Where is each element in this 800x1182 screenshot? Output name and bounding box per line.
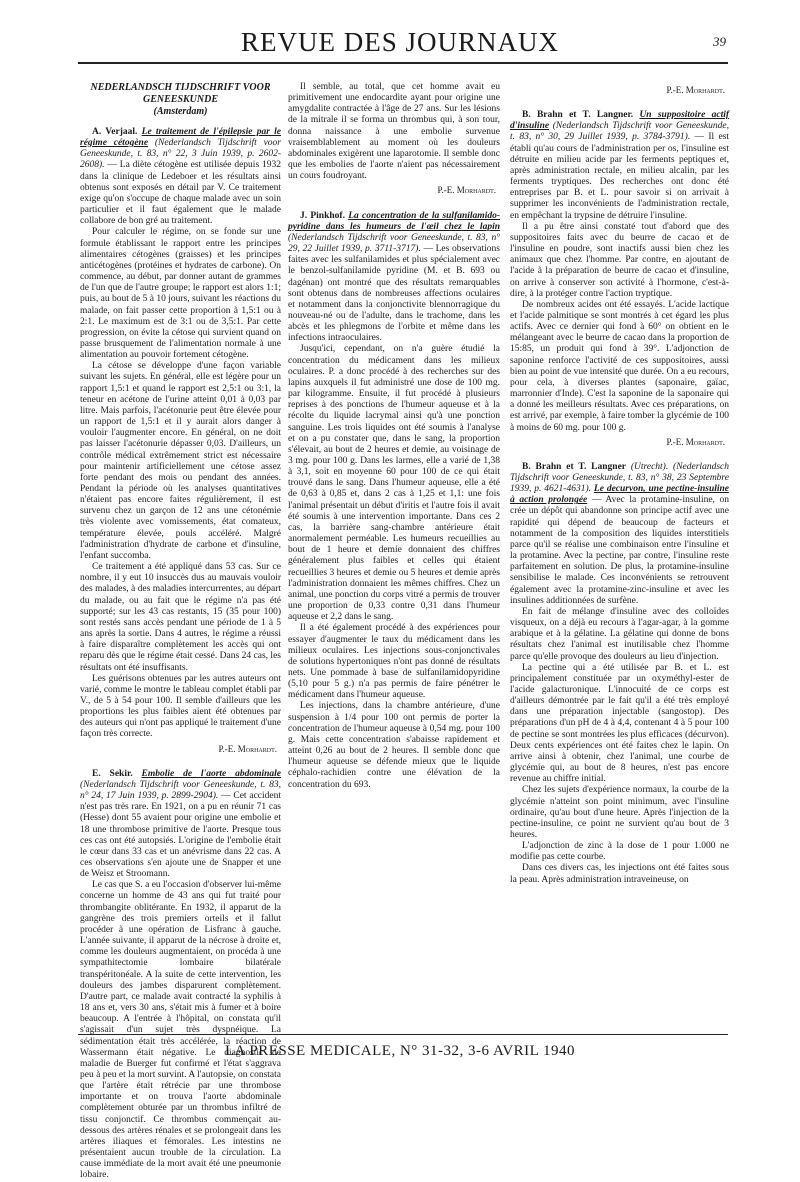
article-1-para-4: Ce traitement a été appliqué dans 53 cas. Sur ce nombre, il y eut 10 insuccès dus au mauvais vouloir des malades, à des maladies intercurrentes, au départ du malade, ou au fait que le régime n'a pas été supporté; sur les 43 cas restants, 15 (35 pour 100) sont restés sans accès pendant une période de 1 à 5 ans après la sortie. Dans 4 autres, le régime a réussi à faire disparaître complètement les accès qui ont reparu dès que le régime était cessé. Dans 24 cas, les résultats ont été insuffisants. (80, 562, 281, 673)
article-3-para-4: Les injections, dans la chambre antérieure, d'une suspension à 1/4 pour 100 ont permis de porter la concentration de l'humeur aqueuse à 0,54 mg. pour 100 g. Mais cette concentration s'abaisse rapidement et atteint 0,26 au bout de 2 heures. Il semble donc que l'humeur aqueuse se défende mieux que le liquide céphalo-rachidien contre une élévation de la concentration du 693. (288, 701, 500, 790)
article-3-para-3: Il a été également procédé à des expériences pour essayer d'augmenter le taux du médicament dans les milieux oculaires. Les injections sous-conjonctivales de solutions hypertoniques n'ont pas donné de résultats nets. Une pommade à base de sulfanilamidopyridine (5,10 pour 5 g.) n'a pas permis de faire pénétrer le médicament dans l'humeur aqueuse. (288, 623, 500, 701)
page-number: 39 (713, 34, 726, 49)
article-1-author: A. Verjaal. (92, 127, 138, 137)
column-2 (288, 82, 500, 1026)
header-rule (78, 62, 728, 64)
article-1-para-5: Les guérisons obtenues par les autres auteurs ont varié, comme le montre le tableau complet établi par V., de 5 à 54 pour 100. Il semble d'ailleurs que les proportions les plus faibles aient été obtenues par des auteurs qui n'ont pas appliqué le traitement d'une façon très correcte. (80, 673, 281, 740)
column-1 (80, 82, 282, 1181)
article-2-para-3: Il semble, au total, que cet homme avait eu primitivement une endocardite ayant pour origine une amygdalite contractée à l'âge de 27 ans. Sur les lésions de la mitrale il se forma un thrombus qui, à son tour, donna naissance à une embolie survenue vraisemblablement au moment où les douleurs abdominales exigèrent une laparotomie. Il semble donc que les embolies de l'aorte n'aient pas nécessairement un cours foudroyant. (288, 82, 500, 182)
article-5-title: Le decurvon, une pectine-insuline à action prolongée (510, 484, 730, 506)
article-1-title: Le traitement de l'épilepsie par le régime cétogène (80, 127, 281, 149)
article-5-para-4: Chez les sujets d'expérience normaux, la courbe de la glycémie n'atteint son point minimum, avec l'insuline ordinaire, qu'au bout d'une heure. Après l'injection de la pectine-insuline, ce point ne survient qu'au bout de 3 heures. (510, 785, 729, 840)
article-1-citation: (Nederlandsch Tijdschrift voor Geneeskunde, t. 83, n° 22, 3 Juin 1939, p. 2602-2608). (80, 138, 281, 171)
article-5-author: B. Brahn et T. Langner (522, 461, 626, 472)
article-5-para-2: En fait de mélange d'insuline avec des colloïdes visqueux, on a déjà eu recours à l'agar-agar, à la gomme arabique et à la gélatine. La gélatine qui donne de bons résultats chez l'animal est inutilisable chez l'homme parce qu'elle provoque des douleurs au lieu d'injection. (510, 606, 729, 662)
article-1-signature: P.-E. Morhardt. (218, 743, 277, 754)
article-1-lead (80, 127, 281, 227)
article-4-para-2: Il a pu être ainsi constaté tout d'abord que des suppositoires faits avec du beurre de cacao et de l'insuline en poudre, sont inactifs aussi bien chez les animaux que chez l'homme. Par contre, en ajoutant de l'acide à la préparation de beurre de cacao et d'insuline, on arrive à conserver son activité à l'hormone, c'est-à-dire, à la protéger contre l'action tryptique. (510, 221, 729, 299)
article-5-affiliation-citation: (Utrecht). (Nederlandsch Tijdschrift voor Geneeskunde, t. 83, n° 38, 23 Septembre 1939, p. 4621-4631). (510, 461, 729, 495)
running-footer: LA PRESSE MEDICALE, N° 31-32, 3-6 AVRIL 1940 (224, 1043, 576, 1059)
article-4-signature: P.-E. Morhardt. (666, 436, 725, 447)
article-5-para-5: L'adjonction de zinc à la dose de 1 pour 1.000 ne modifie pas cette courbe. (510, 841, 729, 863)
running-header-title: REVUE DES JOURNAUX (240, 27, 559, 57)
section-heading (80, 82, 281, 118)
article-2-para-2: Le cas que S. a eu l'occasion d'observer lui-même concerne un homme de 43 ans qui fut traité pour thrombangite oblitérante. En 1932, il apparut de la gangrène des trois premiers orteils et il fallut procéder à une opération de Lisfranc à gauche. L'année suivante, il apparut de la nécrose à droite et, comme les douleurs augmentaient, on procéda à une sympathitectomie lombaire bilatérale transpéritonéale. A la suite de cette intervention, les douleurs des jambes disparurent complètement. D'autre part, ce malade avait contracté la syphilis à 18 ans et, vers 30 ans, s'était mis à fumer et à boire beaucoup. A l'entrée à l'hôpital, on constata qu'il s'agissait d'un sujet très dyspnéique. La sédimentation était très accélérée, la réaction de Wassermann était négative. Le diagnostic de maladie de Buerger fut confirmé et l'état s'aggrava peu à peu et la mort survint. A l'autopsie, on constata que l'artère était rétrécie par une thrombose importante et on trouva l'aorte abdominale complètement obturée par un thrombus infiltré de tissu conjonctif. Ce thrombus commençait au-dessous des artères rénales et se prolongeait dans les artères iliaques et fémorales. Les intestins ne présentaient aucun trouble de la circulation. La cause immédiate de la mort avait été une pneumonie lobaire. (80, 880, 281, 1181)
article-2-signature: P.-E. Morhardt. (437, 185, 496, 196)
article-5-para-3: La pectine qui a été utilisée par B. et L. est principalement constituée par un oxyméthyl-ester de l'acide galacturonique. L'innocuité de ce corps est d'ailleurs démontrée par le fait qu'il a été très employé dans une préparation injectable (sangostop). Des préparations d'un pH de 4 à 4,4, contenant 4 à 5 pour 100 de pectine se sont montrées les plus efficaces (décurvon). Deux cents expériences ont été faites chez le lapin. On arrive ainsi à obtenir, chez l'animal, une courbe de glycémie qui, au bout de 8 heures, n'est pas encore revenue au chiffre initial. (510, 662, 729, 785)
article-3-lead (288, 211, 500, 345)
article-3-author: J. Pinkhof. (300, 210, 345, 221)
section-journal-name: NEDERLANDSCH TIJDSCHRIFT VOOR GENEESKUNDE (90, 82, 271, 105)
article-2-title: Embolie de l'aorte abdominale (141, 768, 281, 779)
article-2-lead (80, 769, 281, 881)
article-3-para-2: Jusqu'ici, cependant, on n'a guère étudié la concentration du médicament dans les milieux oculaires. P. a donc procédé à des recherches sur des lapins auxquels il fut administré une dose de 100 mg. par kilogramme. Ensuite, il fut procédé à plusieurs reprises à des ponctions de l'humeur aqueuse et à la récolte du liquide lacrymal ainsi qu'à une ponction sanguine. Les trois liquides ont été soumis à l'analyse et on a pu constater que, dans le sang, la proportion s'élevait, au bout de 2 heures et demie, au voisinage de 3 mg. pour 100 g. Dans les larmes, elle a varié de 1,38 à 3,1, soit en moyenne 60 pour 100 de ce qui était trouvé dans le sang. Dans l'humeur aqueuse, elle a été de 0,63 à 0,85 et, dans 2 cas à 1,25 et 1,1: une fois l'animal présentait un début d'iritis et l'autre fois il avait été soumis à une intervention importante. Dans ces 2 cas, la barrière sang-chambre antérieure était anormalement perméable. Les humeurs recueillies au bout de 1 heure et demie donnaient des chiffres généralement plus faibles et celles qui étaient recueillies 3 heures et demie ou 5 heures et demie après l'administration donnaient les mêmes chiffres. Chez un animal, une ponction du corps vitré a permis de trouver une proportion de 0,33 contre 0,31 dans l'humeur aqueuse et 2,2 dans le sang. (288, 344, 500, 623)
article-4-para-3: De nombreux acides ont été essayés. L'acide lactique et l'acide palmitique se sont montrés à cet égard les plus actifs. Avec ce dernier qui fond à 60° on obtient en le mélangeant avec le beurre de cacao dans la proportion de 15:85, un produit qui fond à 39°. L'adjonction de saponine renforce l'activité de ces suppositoires, aussi bien au point de vue intensité que durée. On a eu recours, pour cela, à diverses plantes (saponaire, gaïac, marronnier d'Inde). C'est la saponine de la saponaire qui a donné les meilleurs résultats. Avec ces préparations, on est arrivé, par exemple, à faire tomber la glycémie de 100 à moins de 60 mg. pour 100 g. (510, 299, 729, 433)
column-3 (510, 82, 729, 1026)
section-city: (Amsterdam) (153, 106, 208, 117)
article-3-citation: (Nederlandsch Tijdschrift voor Geneeskunde, t. 83, n° 29, 22 Juillet 1939, p. 3711-3717). (288, 232, 500, 255)
article-5-lead (510, 462, 729, 607)
article-4-para-1: — Il est établi qu'au cours de l'administration per os, l'insuline est détruite en milieu acide par les ferments peptiques et, après administration rectale, en milieu alcalin, par les ferments tryptiques. Des recherches ont donc été entreprises par B. et L. pour savoir si on arrivait à supprimer les inconvénients de l'administration rectale, en empêchant la trypsine de détruire l'insuline. (510, 132, 730, 221)
footer-rule (78, 1034, 728, 1035)
article-4-citation: (Nederlandsch Tijdschrift voor Geneeskunde, t. 83, n° 30, 29 Juillet 1939, p. 3784-3791). (510, 121, 729, 143)
article-1-para-1: — La diète cétogène est utilisée depuis 1932 dans la clinique de Ledeboer et les résultats ainsi obtenus sont exposés en détail par V. Ce traitement exige qu'on s'occupe de chaque malade avec un soin particulier et il faut également que le malade collabore de bon gré au traitement. (80, 160, 282, 227)
article-4-lead (510, 110, 729, 222)
article-1-para-3: La cétose se développe d'une façon variable suivant les sujets. En général, elle est légère pour un rapport 1,5:1 et quand le rapport est 2,5:1 ou 3:1, la teneur en acétone de l'urine atteint 0,01 à 0,03 par litre. Mais parfois, l'acétonurie peut être élevée pour un rapport de 1,5:1 et il y aurait alors danger à vouloir l'augmenter encore. En général, on ne doit pas laisser l'acétonurie dépasser 0,03. D'ailleurs, un contrôle médical extrêmement strict est nécessaire pour maintenir artificiellement une cétose assez forte pendant des mois ou pendant des années. Pendant la période où les analyses quantitatives n'étaient pas encore faites régulièrement, il est survenu chez un garçon de 12 ans une cétonémie très violente avec vomissements, état comateux, température élevée, pouls accéléré. Malgré l'administration d'hydrate de carbone et d'insuline, l'enfant succomba. (80, 361, 281, 561)
article-2-para-1: — Cet accident n'est pas très rare. En 1921, on a pu en réunir 71 cas (Hesse) dont 55 avaient pour origine une embolie et 18 une thrombose primitive de l'aorte. Presque tous ces cas ont été autopsiés. L'origine de l'embolie était le cœur dans 33 cas et un anévrisme dans 22 cas. A ces observations s'en ajoute une de Snapper et une de Weisz et Stroomann. (80, 791, 281, 880)
article-4-author: B. Brahn et T. Langner. (522, 110, 634, 121)
article-3-signature: P.-E. Morhardt. (666, 85, 725, 95)
article-1-para-2: Pour calculer le régime, on se fonde sur une formule établissant le rapport entre les principes alimentaires cétogènes (graisses) et les principes anticétogènes (protéines et hydrates de carbone). On commence, au début, par donner autant de grammes de l'un que de l'autre groupe; le rapport est alors 1:1; puis, au bout de 5 à 10 jours, suivant les réactions du malade, on fait passer cette proportion à 1,5:1 ou à 2:1. Le maximum est de 3:1 ou de 3,5:1. Par cette progression, on évite la cétose qui survient quand on passe brusquement de l'alimentation normale à une alimentation au pouvoir fortement cétogène. (80, 227, 281, 361)
article-3-para-1: — Les observations faites avec les sulfanilamides et plus spécialement avec le benzol-sulfanilamide pyridine (M. et B. 693 ou dagénan) ont montré que des résultats remarquables sont obtenus dans de nombreuses affections oculaires et notamment dans la conjonctivite blennorragique du nouveau-né ou de l'adulte, dans le trachome, dans les abcès et les phlegmons de l'orbite et même dans les infections intraoculaires. (288, 244, 500, 344)
article-2-citation: (Nederlandsch Tijdschrift voor Geneeskunde, t. 83, n° 24, 17 Juin 1939, p. 2899-2904). (80, 779, 281, 802)
article-2-author: E. Sekir. (92, 768, 133, 779)
article-5-para-6: Dans ces divers cas, les injections ont été faites sous la peau. Après administration intraveineuse, on (510, 863, 729, 885)
article-4-title: Un suppositoire actif d'insuline (510, 110, 730, 132)
article-3-title: La concentration de la sulfanilamido-pyridine dans les humeurs de l'œil chez le lapin (288, 210, 500, 232)
article-5-para-1: — Avec la protamine-insuline, on crée un dépôt qui abandonne son principe actif avec une rapidité qui dépend de beaucoup de facteurs et notamment de la composition des liquides interstitiels parce qu'il se réalise une combinaison entre l'insuline et la protamine. Avec la pectine, par contre, l'insuline reste parfaitement en solution. De plus, la protamine-insuline sensibilise le malade. Ces inconvénients se retrouvent également avec la protamine-zinc-insuline et avec les insulines additionnées de surfène. (510, 495, 730, 606)
